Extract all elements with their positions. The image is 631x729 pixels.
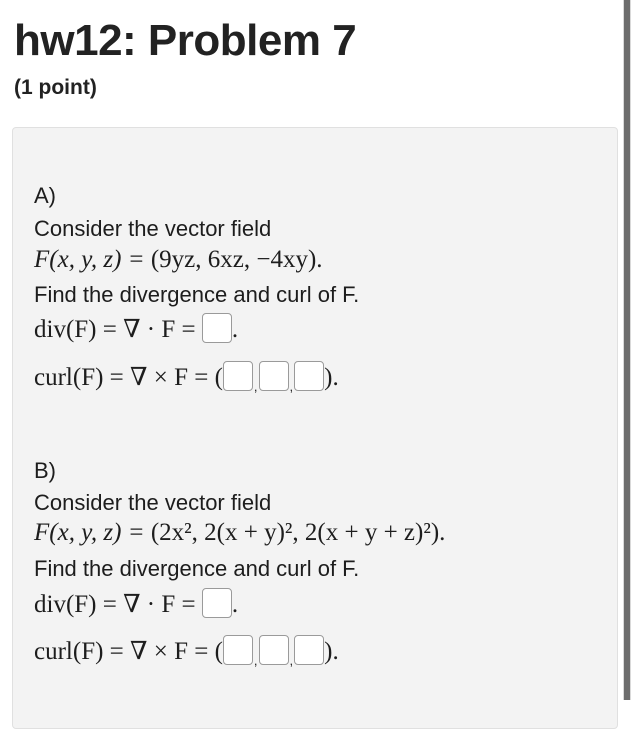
part-b-curl-y-answer-box[interactable] [259, 635, 289, 665]
comma: , [289, 653, 294, 668]
scrollbar-thumb[interactable] [624, 0, 630, 700]
period: . [231, 591, 239, 618]
part-a-curl-row [34, 361, 339, 394]
part-a-divergence-answer-box[interactable] [202, 313, 232, 343]
part-b-field-rhs: (2x², 2(x + y)², 2(x + y + z)²). [150, 519, 446, 546]
part-b-curl-x-answer-box[interactable] [223, 635, 253, 665]
part-b-curl-row [34, 635, 339, 668]
comma: , [253, 653, 258, 668]
part-b-field-equation [34, 519, 445, 547]
part-b-divergence-row [34, 588, 238, 619]
part-a-intro: Consider the vector field [34, 216, 272, 241]
part-b-divergence-answer-box[interactable] [202, 588, 232, 618]
points-label: (1 point) [14, 76, 97, 99]
close-paren: ). [324, 638, 339, 665]
part-b-label: B) [34, 458, 56, 483]
part-a-curl-z-answer-box[interactable] [294, 361, 324, 391]
part-a-div-expression: div(F) = ∇ · F = [34, 316, 202, 343]
part-b-instruction: Find the divergence and curl of F. [34, 556, 360, 581]
period: . [231, 316, 239, 343]
part-a-instruction: Find the divergence and curl of F. [34, 282, 360, 307]
comma: , [289, 379, 294, 394]
part-b-curl-expression: curl(F) = ∇ × F = ( [34, 638, 223, 665]
close-paren: ). [324, 364, 339, 391]
page-title: hw12: Problem 7 [14, 16, 357, 65]
part-b-field-lhs: F(x, y, z) = [34, 519, 151, 546]
part-b-intro: Consider the vector field [34, 490, 272, 515]
part-a-label: A) [34, 183, 56, 208]
scrollbar[interactable] [623, 0, 631, 700]
part-a-field-rhs: (9yz, 6xz, −4xy). [150, 246, 323, 273]
comma: , [253, 379, 258, 394]
part-a-curl-x-answer-box[interactable] [223, 361, 253, 391]
part-a-field-equation [34, 246, 323, 274]
part-a-curl-y-answer-box[interactable] [259, 361, 289, 391]
part-b-curl-z-answer-box[interactable] [294, 635, 324, 665]
part-a-divergence-row [34, 313, 238, 344]
part-a-curl-expression: curl(F) = ∇ × F = ( [34, 364, 223, 391]
part-b-div-expression: div(F) = ∇ · F = [34, 591, 202, 618]
part-a-field-lhs: F(x, y, z) = [34, 246, 151, 273]
